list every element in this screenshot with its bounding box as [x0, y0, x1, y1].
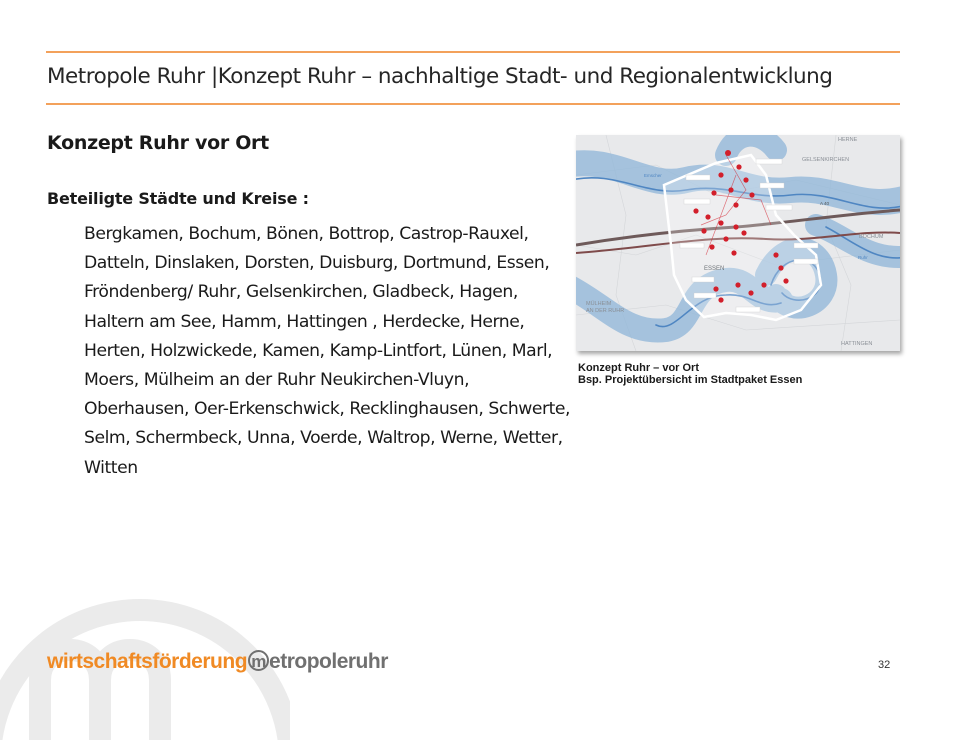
logo-m-icon: m — [248, 650, 269, 671]
slide-title: Metropole Ruhr |Konzept Ruhr – nachhaltige Stadt- und Regionalentwicklung — [47, 64, 833, 89]
section-heading: Konzept Ruhr vor Ort — [47, 132, 269, 154]
map-label-emscher: Emscher — [644, 173, 662, 178]
footer-logo — [47, 650, 388, 674]
header-top-rule — [46, 51, 900, 53]
map-label-gelsenkirchen: GELSENKIRCHEN — [802, 157, 850, 163]
map-label-herne: HERNE — [838, 137, 858, 143]
logo-text-metropoleruhr: etropoleruhr — [269, 650, 388, 673]
map-label-essen: ESSEN — [704, 266, 725, 272]
cities-list: Bergkamen, Bochum, Bönen, Bottrop, Castrop-Rauxel, Datteln, Dinslaken, Dorsten, Duisburg, Dortmund, Essen, Fröndenberg/ Ruhr, Gelsenkirchen, Gladbeck, Hagen, Haltern am See, Hamm, Hattingen , Herdecke, Herne, Herten, Holzwickede, Kamen, Kamp-Lintfort, Lünen, Marl, Moers, Mülheim an der Ruhr Neukirchen-Vluyn, Oberhausen, Oer-Erkenschwick, Recklinghausen, Schwerte, Selm, Schermbeck, Unna, Voerde, Waltrop, Werne, Wetter, Witten — [84, 224, 571, 478]
map-label-muelheim: MÜLHEIM — [586, 301, 612, 307]
map-label-hattingen: HATTINGEN — [841, 341, 873, 347]
map-label-an-der-ruhr: AN DER RUHR — [586, 308, 625, 314]
cities-heading: Beteiligte Städte und Kreise : — [47, 189, 309, 208]
header-bottom-rule — [46, 103, 900, 105]
map-graphic — [576, 135, 900, 351]
map-caption-title: Konzept Ruhr – vor Ort — [578, 362, 700, 374]
map-caption — [578, 362, 908, 386]
map-label-bochum: BOCHUM — [859, 234, 884, 240]
map-label-ruhr: Ruhr — [858, 255, 868, 260]
logo-text-wirtschaftsfoerderung: wirtschaftsförderung — [47, 650, 248, 673]
map-label-a40: A 40 — [820, 201, 830, 206]
map-caption-subtitle: Bsp. Projektübersicht im Stadtpaket Essen — [578, 374, 803, 386]
project-map-image — [576, 135, 900, 351]
page-number: 32 — [878, 659, 891, 671]
